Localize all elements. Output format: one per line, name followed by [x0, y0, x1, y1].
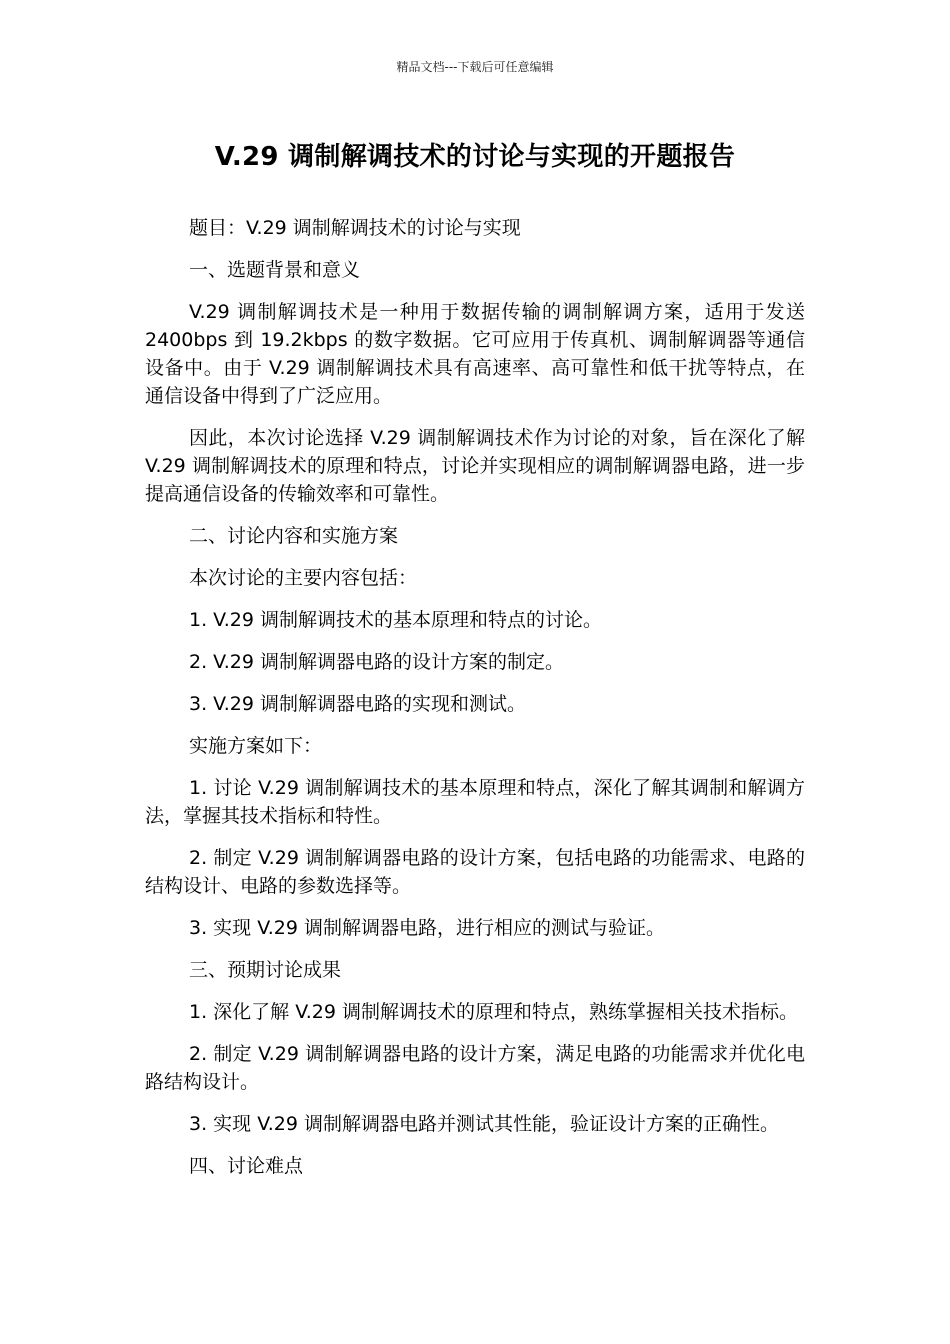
- list-item: 1. V.29 调制解调技术的基本原理和特点的讨论。: [189, 609, 602, 631]
- header-note: 精品文档---下载后可任意编辑: [396, 60, 554, 74]
- document-title: V.29 调制解调技术的讨论与实现的开题报告: [214, 142, 736, 172]
- paragraph-plan-intro: 实施方案如下：: [189, 735, 323, 757]
- list-item: 3. V.29 调制解调器电路的实现和测试。: [189, 693, 526, 715]
- list-item: 1. 讨论 V.29 调制解调技术的基本原理和特点，深化了解其调制和解调方法，掌握其技术指标和特性。: [145, 777, 805, 827]
- list-item: 2. 制定 V.29 调制解调器电路的设计方案，包括电路的功能需求、电路的结构设计、电路的参数选择等。: [145, 847, 805, 897]
- document-body: [145, 214, 805, 1194]
- list-item: 3. 实现 V.29 调制解调器电路并测试其性能，验证设计方案的正确性。: [189, 1113, 780, 1135]
- paragraph-content-intro: 本次讨论的主要内容包括：: [189, 567, 418, 589]
- list-item: 2. 制定 V.29 调制解调器电路的设计方案，满足电路的功能需求并优化电路结构设计。: [145, 1043, 805, 1093]
- list-item: 1. 深化了解 V.29 调制解调技术的原理和特点，熟练掌握相关技术指标。: [189, 1001, 799, 1023]
- subject-line: 题目：V.29 调制解调技术的讨论与实现: [189, 217, 521, 239]
- section-heading-results: 三、预期讨论成果: [189, 959, 342, 981]
- list-item: 3. 实现 V.29 调制解调器电路，进行相应的测试与验证。: [189, 917, 666, 939]
- section-heading-content: 二、讨论内容和实施方案: [189, 525, 399, 547]
- list-item: 2. V.29 调制解调器电路的设计方案的制定。: [189, 651, 564, 673]
- paragraph-background: V.29 调制解调技术是一种用于数据传输的调制解调方案，适用于发送 2400bps 到 19.2kbps 的数字数据。它可应用于传真机、调制解调器等通信设备中。由于 V.29 调制解调技术具有高速率、高可靠性和低干扰等特点，在通信设备中得到了广泛应用。: [145, 301, 805, 407]
- section-heading-background: 一、选题背景和意义: [189, 259, 361, 281]
- paragraph-purpose: 因此，本次讨论选择 V.29 调制解调技术作为讨论的对象，旨在深化了解 V.29 调制解调技术的原理和特点，讨论并实现相应的调制解调器电路，进一步提高通信设备的传输效率和可靠性。: [145, 427, 805, 505]
- section-heading-difficulties: 四、讨论难点: [189, 1155, 304, 1177]
